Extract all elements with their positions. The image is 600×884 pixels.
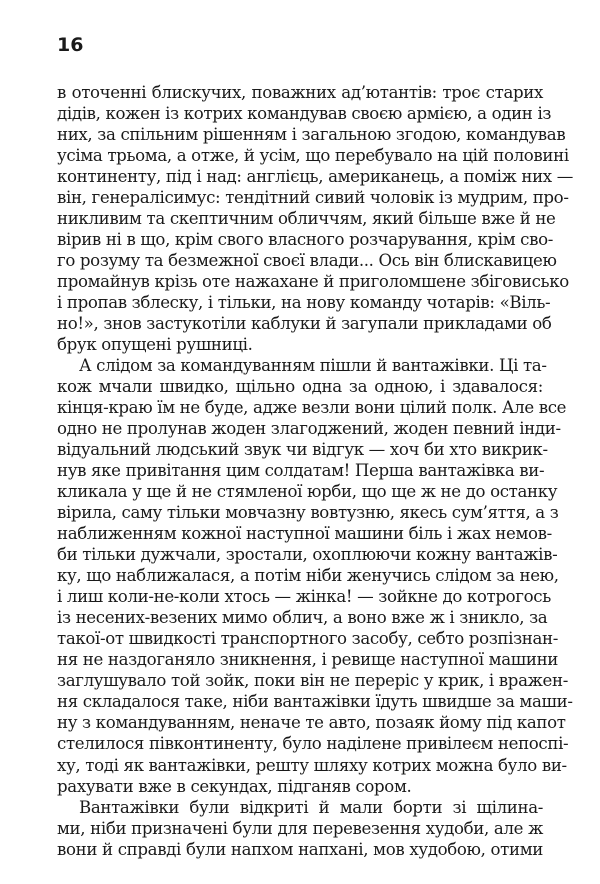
text-line: ня складалося таке, ніби вантажівки їдуть швидше за маши-	[57, 692, 573, 712]
text-line: кликала у ще й не стямленої юрби, що ще ж не до останку	[57, 482, 558, 502]
text-line: А слідом за командуванням пішли й вантажівки. Ці та-	[79, 356, 547, 376]
text-line: них, за спільним рішенням і загальною згодою, командував	[57, 125, 566, 145]
text-line: вірив ні в що, крім свого власного розчарування, крім сво-	[57, 230, 554, 250]
text-line: наближенням кожної наступної машини біль і жах немов-	[57, 524, 552, 544]
text-line: би тільки дужчали, зростали, охоплюючи кожну вантажів-	[57, 545, 558, 565]
page-number: 16	[57, 34, 84, 56]
text-line: нув яке привітання цим солдатам! Перша вантажівка ви-	[57, 461, 545, 481]
text-line: никливим та скептичним обличчям, який більше вже й не	[57, 209, 556, 229]
text-line: промайнув крізь оте нажахане й приголомшене збіговисько	[57, 272, 569, 292]
text-line: він, генералісимус: тендітний сивий чоловік із мудрим, про-	[57, 188, 569, 208]
text-line: кінця-краю їм не буде, адже везли вони цілий полк. Але все	[57, 398, 567, 418]
text-line: Вантажівки були відкриті й мали борти зі щілина-	[79, 797, 543, 817]
text-line: континенту, під і над: англієць, американець, а поміж них —	[57, 167, 573, 187]
text-line: і лиш коли-не-коли хтось — жінка! — зойкне до котрогось	[57, 587, 551, 607]
text-line: ку, що наближалася, а потім ніби женучись слідом за нею,	[57, 566, 559, 586]
text-line: усіма трьома, а отже, й усім, що перебувало на цій половині	[57, 146, 569, 166]
text-line: вірила, саму тільки мовчазну вовтузню, якесь сум’яття, а з	[57, 503, 559, 523]
text-line: кож мчали швидко, щільно одна за одною, і здавалося:	[57, 377, 543, 397]
text-line: в оточенні блискучих, поважних ад’ютантів: троє старих	[57, 83, 543, 102]
text-line: ня не наздоганяло зникнення, і ревище наступної машини	[57, 650, 558, 670]
text-line: рахувати вже в секундах, підганяв сором.	[57, 776, 412, 796]
text-line: ми, ніби призначені були для перевезення худоби, але ж	[57, 818, 543, 838]
text-line: такої-от швидкості транспортного засобу, себто розпізнан-	[57, 629, 558, 649]
text-line: ну з командуванням, неначе те авто, позаяк йому під капот	[57, 713, 566, 733]
text-line: ху, тоді як вантажівки, решту шляху котрих можна було ви-	[57, 755, 567, 775]
paragraph	[57, 355, 573, 796]
text-line: вони й справді були напхом напхані, мов худобою, отими	[57, 839, 543, 859]
paragraph	[57, 797, 543, 860]
text-line: дідів, кожен із котрих командував своєю армією, а один із	[57, 104, 552, 124]
text-line: го розуму та безмежної своєї влади... Ось він блискавицею	[57, 251, 557, 271]
text-line: но!», знов застукотіли каблуки й загупали прикладами об	[57, 314, 552, 334]
paragraph	[57, 82, 573, 355]
text-line: із несених-везених мимо облич, а воно вже ж і зникло, за	[57, 608, 548, 628]
body-text	[57, 82, 573, 860]
text-line: стелилося півконтиненту, було наділене привілеєм непоспі-	[57, 734, 569, 754]
text-line: одно не пролунав жоден злагоджений, жоден певний інди-	[57, 419, 561, 439]
text-line: брук опущені рушниці.	[57, 335, 253, 355]
text-line: відуальний людський звук чи відгук — хоч би хто викрик-	[57, 440, 548, 460]
text-line: і пропав зблеску, і тільки, на нову команду чотарів: «Віль-	[57, 293, 551, 313]
text-line: заглушувало той зойк, поки він не переріс у крик, і вражен-	[57, 671, 568, 691]
